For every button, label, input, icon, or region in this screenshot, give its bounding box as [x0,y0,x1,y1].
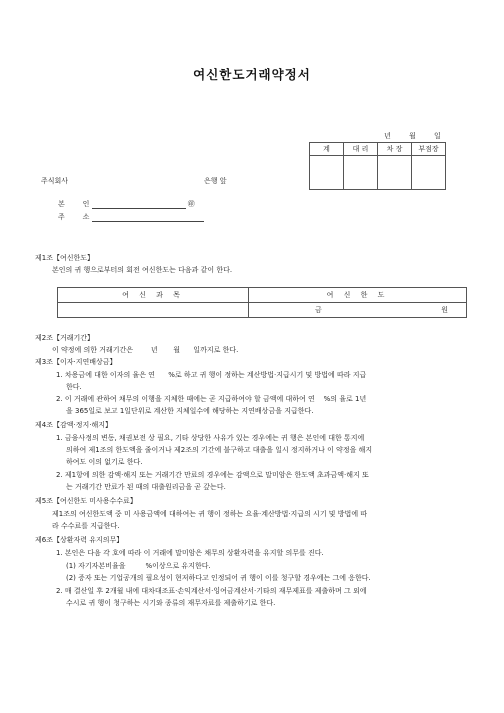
article3-line2: 한다. [66,383,82,391]
limit-amount-cell[interactable] [249,303,467,318]
amount-unit: 원 [441,306,448,314]
seal-mark: ㊞ [187,200,195,208]
article4-line5: 는 거래기간 만료가 된 때의 대출원리금을 곧 갚는다. [66,483,226,491]
article4-line2: 의하여 제1조의 한도액을 줄이거나 제2조의 기간에 불구하고 대출을 일시 정지하거나 이 약정을 해지 [66,446,373,454]
article5-line1: 제1조의 여신한도액 중 미 사용금액에 대하여는 귀 행이 정하는 요율·계산방법·지급의 시기 및 방법에 따 [52,510,368,518]
article1-heading: 제1조【여신한도】 [35,254,95,262]
article6-line5: 수시로 귀 행이 청구하는 시기와 종류의 재무자료를 제출하기로 한다. [66,599,276,607]
article3-line4: 을 365일로 보고 1일단위로 계산한 지체일수에 해당하는 지연배상금을 지급한다. [66,407,314,415]
approval-sign-branch-head[interactable] [412,156,446,190]
article1-text: 본인의 귀 행으로부터의 회전 여신한도는 다음과 같이 한다. [52,266,233,274]
article4-heading: 제4조【감액·정지·해지】 [35,421,112,429]
article4-line3: 하여도 이의 없기로 한다. [66,458,143,466]
article2-text: 이 약정에 의한 거래기간은 년 월 일까지로 한다. [52,346,239,354]
approval-header-deputy: 대 리 [344,143,378,156]
address-field[interactable] [92,212,204,222]
article2-heading: 제2조【거래기간】 [35,334,95,342]
approval-sign-deputy[interactable] [344,156,378,190]
date-month-label: 월 [409,132,416,140]
article5-line2: 라 수수료를 지급한다. [52,522,120,530]
article4-line4: 2. 제1항에 의한 감액·해지 또는 거래기간 만료의 경우에는 감액으로 말미암은 한도액 초과금액·해지 또 [56,471,369,479]
article6-line1: 1. 본인은 다음 각 호에 따라 이 거래에 말미암은 채무의 상환자력을 유지할 의무를 진다. [56,549,324,557]
principal-name-field[interactable] [92,199,186,209]
article6-line4: 2. 매 결산일 후 2개월 내에 대차대조표·손익계산서·잉여금계산서·기타의 재무제표를 제출하며 그 외에 [56,587,367,595]
date-year-label: 년 [384,132,391,140]
limit-subject-cell[interactable] [58,303,249,318]
article6-line2: (1) 자기자본비율을 %이상으로 유지한다. [66,562,211,570]
approval-header-branch-head: 부점장 [412,143,446,156]
address-row [58,212,204,222]
principal-row [58,199,195,209]
article3-heading: 제3조【이자·지연배상금】 [35,358,117,366]
principal-label: 본 인 [58,200,90,208]
article5-heading: 제5조【여신한도 미사용수수료】 [35,497,137,505]
limit-amount-header: 여 신 한 도 [249,288,467,303]
article6-line3: (2) 증자 또는 기업공개의 필요성이 현저하다고 인정되어 귀 행이 이를 청구할 경우에는 그에 응한다. [66,574,371,582]
approval-sign-manager[interactable] [378,156,412,190]
approval-header-manager: 차 장 [378,143,412,156]
addressee-bank: 은행 앞 [204,177,227,185]
article3-line3: 2. 이 거래에 관하여 채무의 이행을 지체한 때에는 곧 지급하여야 할 금액에 대하여 연 %의 율로 1년 [56,395,367,403]
approval-box [309,142,446,190]
approval-header-staff: 계 [310,143,344,156]
document-title: 여신한도거래약정서 [193,67,311,82]
article3-line1: 1. 차용금에 대한 이자의 율은 연 %로 하고 귀 행이 정하는 계산방법·지급시기 및 방법에 따라 지급 [56,371,367,379]
limit-subject-header: 여 신 과 목 [58,288,249,303]
approval-sign-staff[interactable] [310,156,344,190]
contract-date [384,131,457,141]
article6-heading: 제6조【상환자력 유지의무】 [35,536,124,544]
amount-label: 금 [315,306,322,314]
address-label: 주 소 [58,213,90,221]
addressee-company: 주식회사 [41,177,69,185]
credit-limit-table [57,287,467,318]
date-day-label: 일 [434,132,441,140]
article4-line1: 1. 금융사정의 변동, 채권보전 상 필요, 기타 상당한 사유가 있는 경우에는 귀 행은 본인에 대한 통지에 [56,434,365,442]
